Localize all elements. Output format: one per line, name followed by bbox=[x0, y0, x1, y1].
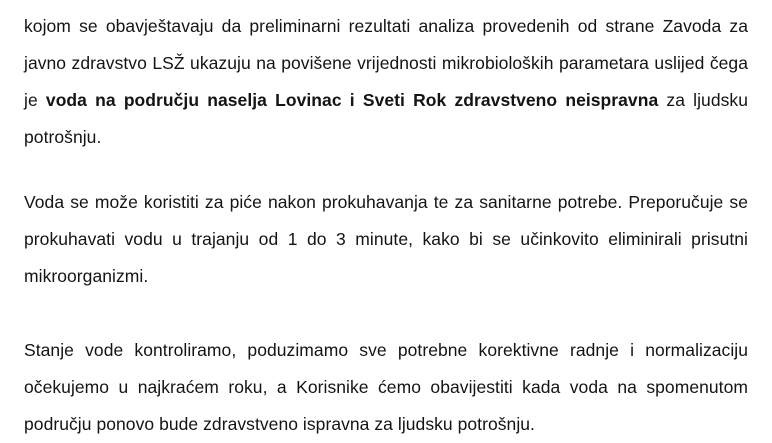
paragraph-1 bbox=[24, 0, 748, 156]
paragraph-2 bbox=[24, 184, 748, 295]
body-text: kojom se obavještavaju da preliminarni rezultati analiza provedenih od strane Zavoda za javno zdravstvo LSŽ ukazuju na povišene vrijednosti mikrobioloških parametara uslijed čega je bbox=[24, 16, 748, 110]
paragraph-3 bbox=[24, 332, 748, 443]
emphasis-text: voda na području naselja Lovinac i Sveti Rok zdravstveno neispravna bbox=[45, 90, 659, 110]
body-text: Voda se može koristiti za piće nakon prokuhavanja te za sanitarne potrebe. Preporučuje se prokuhavati vodu u trajanju od 1 do 3 minute, kako bi se učinkovito eliminirali prisutni mikroorganizmi. bbox=[24, 192, 748, 286]
paragraph-spacer-2 bbox=[24, 295, 748, 332]
paragraph-spacer-1 bbox=[24, 156, 748, 184]
body-text: za ljudsku potrošnju. bbox=[24, 90, 749, 147]
body-text: Stanje vode kontroliramo, poduzimamo sve potrebne korektivne radnje i normalizaciju očekujemo u najkraćem roku, a Korisnike ćemo obavijestiti kada voda na spomenutom području ponovo bude zdravstveno ispravna za ljudsku potrošnju. bbox=[24, 340, 748, 434]
